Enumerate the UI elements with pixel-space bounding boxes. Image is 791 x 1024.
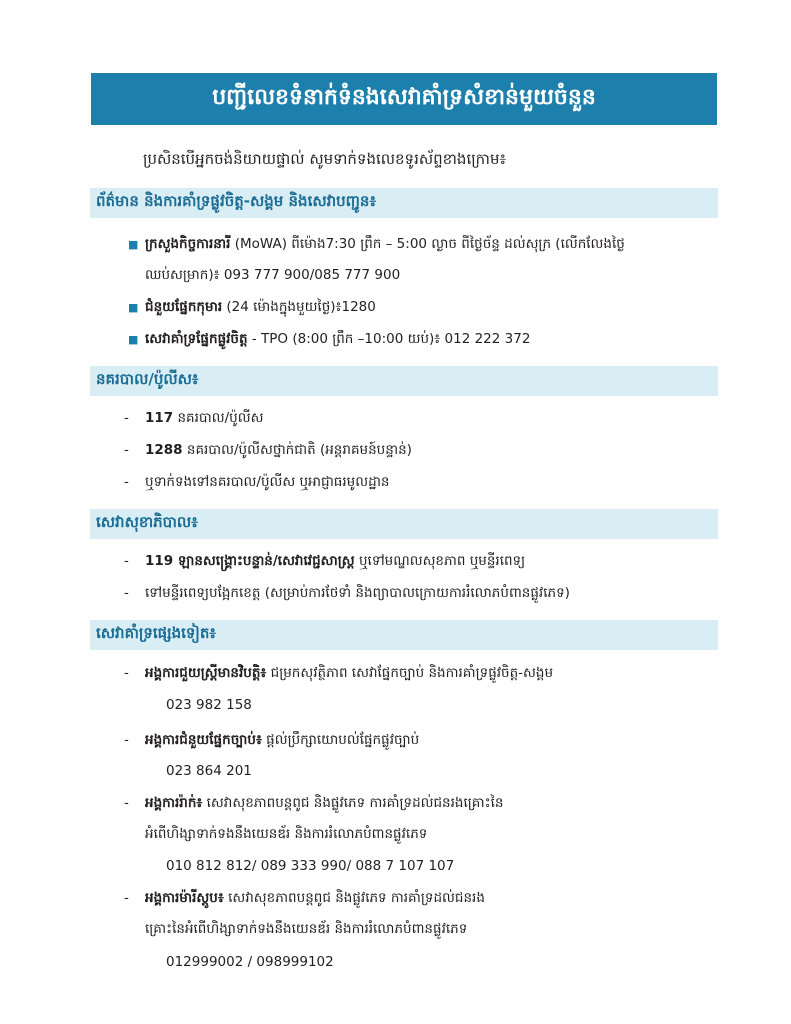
item-text: នគរបាល/ប៉ូលីសថ្នាក់ជាតិ (អន្តរាគមន៍បន្ទាន់) <box>182 442 412 458</box>
list-item <box>124 727 420 754</box>
page-title <box>91 73 717 125</box>
list-item <box>124 790 504 817</box>
phone-number: 023 982 158 <box>166 697 252 713</box>
square-bullet-icon: ■ <box>128 238 139 251</box>
dash-bullet-icon: - <box>124 585 129 601</box>
item-text: ឬទាក់ទងទៅនគរបាល/ប៉ូលីស ឬអាជ្ញាធរមូលដ្ឋាន <box>145 474 390 490</box>
list-item <box>128 294 376 321</box>
list-item <box>124 469 390 496</box>
dash-bullet-icon: - <box>124 665 129 681</box>
dash-bullet-icon: - <box>124 553 129 569</box>
item-text: សេវាសុខភាពបន្តពូជ និងផ្លូវភេទ ការគាំទ្រដល់ជនរងគ្រោះនៃ <box>202 795 504 811</box>
org-name: អង្គការម៉ារីស្តូប៖ <box>145 890 224 906</box>
phone-number: 023 864 201 <box>166 763 252 779</box>
org-name: ជំនួយផ្នែកកុមារ <box>145 299 223 315</box>
org-name: អង្គការជំនួយផ្នែកច្បាប់៖ <box>145 732 262 748</box>
list-item <box>124 437 412 464</box>
list-item <box>128 326 531 353</box>
phone-number: 1288 <box>145 442 183 458</box>
square-bullet-icon: ■ <box>128 333 139 346</box>
org-name: ក្រសួងកិច្ចការនារី <box>145 236 231 252</box>
phone-number: 117 <box>145 410 174 426</box>
item-text: ជម្រកសុវត្ថិភាព សេវាផ្នែកច្បាប់ និងការគាំទ្រផ្លូវចិត្ត-សង្គម <box>266 665 554 681</box>
phone-number: 012999002 / 098999102 <box>166 954 334 970</box>
list-item <box>128 231 625 258</box>
org-name: សេវាគាំទ្រផ្នែកផ្លូវចិត្ត <box>145 331 248 347</box>
item-text: (MoWA) ពីម៉ោង7:30 ព្រឹក – 5:00 ល្ងាច ពីថ្ងៃច័ន្ទ ដល់សុក្រ (លើកលែងថ្ងៃ <box>230 236 625 252</box>
item-text: (24 ម៉ោងក្នុងមួយថ្ងៃ)៖1280 <box>222 299 376 315</box>
list-item <box>124 405 264 432</box>
section-heading-info: ព័ត៌មាន និងការគាំទ្រផ្លូវចិត្ត-សង្គម និងសេវាបញ្ជូន៖ <box>90 188 718 218</box>
list-item <box>124 548 526 575</box>
item-text: នគរបាល/ប៉ូលីស <box>173 410 264 426</box>
item-text: សេវាសុខភាពបន្តពូជ និងផ្លូវភេទ ការគាំទ្រដល់ជនរង <box>223 890 485 906</box>
dash-bullet-icon: - <box>124 442 129 458</box>
dash-bullet-icon: - <box>124 890 129 906</box>
item-text: ឬទៅមណ្ឌលសុខភាព ឬមន្ទីរពេទ្យ <box>354 553 526 569</box>
org-name: អង្គការរ៉ាក់៖ <box>145 795 203 811</box>
item-continuation: អំពើហិង្សាទាក់ទងនឹងយេនឌ័រ និងការរំលោភបំពានផ្លូវភេទ <box>145 826 428 842</box>
square-bullet-icon: ■ <box>128 301 139 314</box>
dash-bullet-icon: - <box>124 795 129 811</box>
dash-bullet-icon: - <box>124 474 129 490</box>
item-text: ទៅមន្ទីរពេទ្យបង្អែកខេត្ត (សម្រាប់ការថែទាំ និងព្យាបាលក្រោយការរំលោភបំពានផ្លូវភេទ) <box>145 585 570 601</box>
item-continuation: គ្រោះនៃអំពើហិង្សាទាក់ទងនឹងយេនឌ័រ និងការរំលោភបំពានផ្លូវភេទ <box>145 921 468 937</box>
list-item <box>124 885 485 912</box>
item-text: ផ្ដល់ប្រឹក្សាយោបល់ផ្នែកផ្លូវច្បាប់ <box>261 732 420 748</box>
dash-bullet-icon: - <box>124 732 129 748</box>
section-heading-other: សេវាគាំទ្រផ្សេងទៀត៖ <box>90 620 718 650</box>
intro-text: ប្រសិនបើអ្នកចង់និយាយផ្ទាល់ សូមទាក់ទងលេខទូរស័ព្ទខាងក្រោម៖ <box>143 150 507 168</box>
item-continuation: ឈប់សម្រាក)៖ 093 777 900/085 777 900 <box>145 267 401 283</box>
org-name: 119 ឡានសង្គ្រោះបន្ទាន់/សេវាវេជ្ជសាស្ត្រ <box>145 553 355 569</box>
list-item <box>124 580 570 607</box>
list-item <box>124 660 554 687</box>
page-title-text: បញ្ជីលេខទំនាក់ទំនងសេវាគាំទ្រសំខាន់មួយចំនួន <box>212 85 596 110</box>
dash-bullet-icon: - <box>124 410 129 426</box>
section-heading-police: នគរបាល/ប៉ូលីស៖ <box>90 366 718 396</box>
phone-number: 010 812 812/ 089 333 990/ 088 7 107 107 <box>166 858 455 874</box>
item-text: - TPO (8:00 ព្រឹក –10:00 យប់)៖ 012 222 372 <box>247 331 531 347</box>
section-heading-health: សេវាសុខាភិបាល៖ <box>90 509 718 539</box>
org-name: អង្គការជួយស្ត្រីមានវិបត្តិ៖ <box>145 665 267 681</box>
